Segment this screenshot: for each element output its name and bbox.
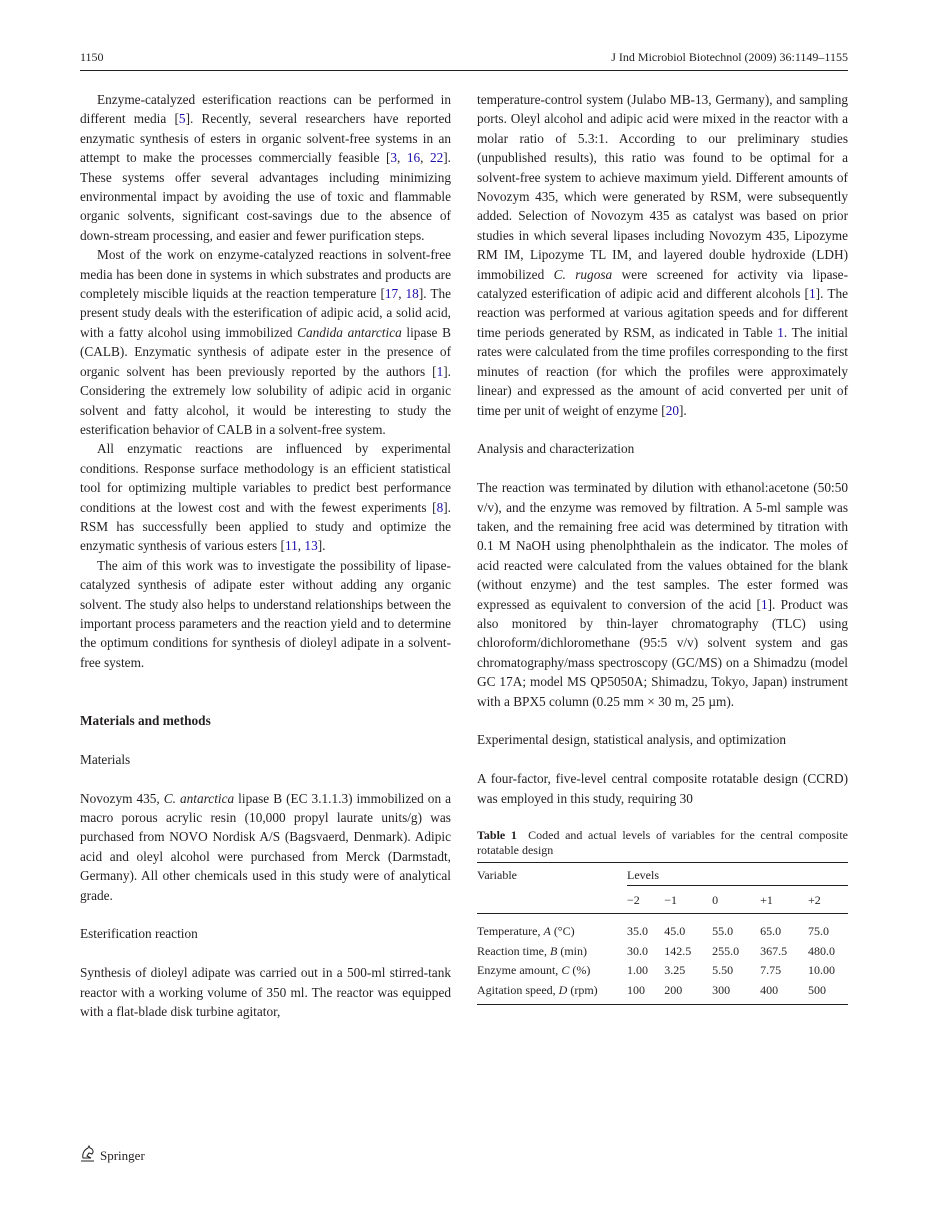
- text-run: ]. Product was also monitored by thin-layer chromatography (TLC) using chloroform/dichloromethane (95:5 v/v) solvent system and gas chromatography/mass spectroscopy (GC/MS) on a Shimadzu (model GC 17A; model MS QP5050A; Shimadzu, Tokyo, Japan) instrument with a BPX5 column (0.25 mm × 30 m, 25 µm).: [477, 596, 849, 709]
- table-row: [477, 981, 848, 1005]
- level-header: +2: [808, 886, 848, 914]
- citation-link[interactable]: 22: [429, 150, 444, 166]
- paragraph: [80, 245, 451, 439]
- level-header: 0: [712, 886, 760, 914]
- text-run: Experimental design, statistical analysis, and optimization: [477, 732, 787, 748]
- level-header: −2: [627, 886, 664, 914]
- italic-text: C. rugosa: [553, 266, 613, 282]
- table-label: Table 1: [477, 827, 517, 842]
- text-run: ]. These systems offer several advantages including minimizing environmental impact by avoiding the use of toxic and flammable organic solvents, significant cost-savings due to the absence of down-stream processing, and easier and fewer purification steps.: [80, 150, 451, 243]
- springer-logo-icon: [80, 1145, 96, 1167]
- text-run: temperature-control system (Julabo MB-13, Germany), and sampling ports. Oleyl alcohol and adipic acid were mixed in the reactor with a molar ratio of 5.3:1. According to our preliminary studies (unpublished results), this ratio was found to be optimal for a solvent-free system to achieve maximum yield. Different amounts of Novozym 435, which were generated by RSM, were subsequently added. Selection of Novozym 435 as catalyst was based on prior studies in which several lipases including Novozym 435, Lipozyme RM IM, Lipozyme TL IM, and layered double hydroxide (LDH) immobilized: [477, 92, 848, 282]
- table-row: [477, 961, 848, 981]
- level-value: 142.5: [664, 943, 692, 958]
- level-value: 45.0: [664, 924, 686, 939]
- subsection-heading: [477, 439, 848, 458]
- header-variable: Variable: [477, 867, 517, 882]
- table-row: [477, 914, 848, 942]
- variable-sym: A: [543, 924, 551, 939]
- italic-text: C. antarctica: [163, 790, 235, 806]
- publisher-name: Springer: [100, 1148, 145, 1163]
- variable-unit: (°C): [550, 924, 575, 939]
- level-value: 30.0: [627, 943, 648, 958]
- table-1: [477, 828, 848, 1006]
- levels-table: [477, 862, 848, 1006]
- citation-link[interactable]: 17: [384, 286, 399, 302]
- right-column: [477, 90, 848, 1005]
- citation-link[interactable]: 11: [284, 538, 298, 554]
- header-rule: [80, 70, 848, 71]
- text-run: The reaction was terminated by dilution with ethanol:acetone (50:50 v/v), and the enzyme was removed by filtration. A 5-ml sample was taken, and the remaining free acid was determined by titration with 0.1 M NaOH using phenolphthalein as the indicator. The moles of acid reacted were calculated from the values obtained for the blank (without enzyme) and the test samples. The ester formed was expressed as equivalent to conversion of the acid [: [477, 480, 848, 612]
- page-number: 1150: [80, 50, 104, 64]
- variable-name: [477, 914, 627, 942]
- table-caption-text: Coded and actual levels of variables for the central composite rotatable design: [477, 827, 848, 857]
- level-value: 480.0: [808, 943, 835, 958]
- text-run: lipase B (EC 3.1.1.3) immobilized on a macro porous acrylic resin (10,000 propyl laurate units/g) was purchased from NOVO Nordisk A/S (Bagsvaerd, Denmark). Adipic acid and oleyl alcohol were purchased from Merck (Darmstadt, Germany). All other chemicals used in this study were of analytical grade.: [80, 790, 452, 903]
- paragraph: [477, 769, 848, 808]
- text-run: ]. The present study deals with the esterification of adipic acid, a solid acid, with a fatty alcohol using immobilized: [80, 286, 451, 340]
- level-header: +1: [760, 886, 808, 914]
- italic-text: Candida antarctica: [297, 324, 402, 340]
- left-column: [80, 90, 451, 1021]
- text-run: ,: [420, 150, 430, 166]
- citation-link[interactable]: 20: [665, 402, 679, 418]
- text-run: ,: [297, 538, 305, 554]
- publisher-footer: [80, 1145, 145, 1167]
- citation-link[interactable]: 3: [390, 150, 398, 166]
- level-value: 5.50: [712, 963, 734, 978]
- text-run: A four-factor, five-level central composite rotatable design (CCRD) was employed in this study, requiring 30: [477, 771, 848, 806]
- variable-name: [477, 981, 627, 1005]
- variable-unit: (min): [557, 943, 587, 958]
- text-run: ,: [398, 286, 406, 302]
- citation-link[interactable]: 8: [436, 499, 444, 515]
- level-value: 500: [808, 982, 826, 997]
- paragraph: [80, 556, 451, 672]
- paragraph: [80, 90, 451, 245]
- text-run: All enzymatic reactions are influenced by experimental conditions. Response surface methodology is an efficient statistical tool for optimizing multiple variables to predict best performance conditions at the lowest cost and with the fewest experiments [: [80, 441, 451, 515]
- variable-unit: (rpm): [567, 982, 598, 997]
- level-value: 10.00: [808, 963, 835, 978]
- text-run: . The initial rates were calculated from the time profiles corresponding to the first minutes of reaction (for which the profiles were approximately linear) and expressed as the amount of acid converted per unit of time per unit of weight of enzyme [: [477, 324, 848, 418]
- variable-name: [477, 961, 627, 981]
- text-run: Novozym 435,: [80, 790, 164, 806]
- subsection-heading: [477, 730, 848, 749]
- level-value: 100: [627, 982, 645, 997]
- citation-link[interactable]: 18: [405, 286, 419, 302]
- table-caption: [477, 828, 848, 858]
- citation-link[interactable]: 1: [760, 596, 768, 612]
- level-value: 55.0: [712, 924, 734, 939]
- text-run: ]. Considering the extremely low solubility of adipic acid in organic solvent and fatty alcohol, it would be interesting to study the esterification behavior of CALB in a solvent-free system.: [80, 363, 451, 437]
- citation-link[interactable]: 1: [809, 286, 816, 302]
- level-value: 3.25: [664, 963, 686, 978]
- variable-sym: D: [558, 982, 568, 997]
- text-run: Esterification reaction: [80, 926, 198, 942]
- variable-name: Temperature,: [477, 924, 544, 939]
- text-run: Enzyme-catalyzed esterification reactions can be performed in different media [: [80, 92, 451, 127]
- paragraph: [477, 90, 848, 420]
- level-value: 300: [712, 982, 731, 997]
- citation-link[interactable]: 5: [178, 111, 186, 127]
- citation-link[interactable]: 13: [304, 538, 318, 554]
- citation-link[interactable]: 1: [436, 363, 444, 379]
- text-run: ].: [317, 538, 326, 554]
- text-run: Synthesis of dioleyl adipate was carried out in a 500-ml stirred-tank reactor with a working volume of 350 ml. The reactor was equipped with a flat-blade disk turbine agitator,: [80, 965, 451, 1020]
- section-heading: [80, 711, 451, 730]
- variable-unit: (%): [569, 963, 591, 978]
- paragraph: [80, 963, 451, 1021]
- paragraph: [80, 439, 451, 555]
- text-run: ]. RSM has successfully been applied to study and optimize the enzymatic synthesis of various esters [: [80, 499, 451, 554]
- citation-link[interactable]: 16: [406, 150, 421, 166]
- subsection-heading: [80, 924, 451, 943]
- variable-name: Enzyme amount,: [477, 963, 562, 978]
- text-run: were screened for activity via lipase-catalyzed esterification of adipic acid and different alcohols [: [477, 266, 848, 302]
- level-value: 35.0: [627, 924, 648, 939]
- text-run: ,: [397, 150, 407, 166]
- variable-name: Agitation speed,: [477, 982, 559, 997]
- header-levels: Levels: [627, 867, 659, 882]
- level-value: 255.0: [712, 943, 740, 958]
- running-header: J Ind Microbiol Biotechnol (2009) 36:1149–1155: [611, 50, 848, 64]
- variable-name: [477, 942, 627, 962]
- level-header: −1: [664, 886, 712, 914]
- paragraph: [80, 789, 451, 905]
- text-run: ]. Recently, several researchers have reported enzymatic synthesis of esters in organic solvent-free systems in an attempt to make the processes commercially feasible [: [80, 111, 451, 166]
- level-value: 75.0: [808, 924, 829, 939]
- variable-sym: B: [549, 943, 558, 958]
- text-run: ].: [678, 402, 687, 418]
- citation-link[interactable]: 1: [777, 324, 784, 340]
- text-run: The aim of this work was to investigate the possibility of lipase-catalyzed synthesis of adipate ester without adding any organic solvent. The study also helps to understand relationships between the important process parameters and the reaction yield and to determine the optimum conditions for synthesis of dioleyl adipate in a solvent-free system.: [80, 557, 451, 670]
- text-run: Materials and methods: [80, 712, 211, 728]
- variable-sym: C: [561, 963, 570, 978]
- level-value: 400: [760, 982, 779, 997]
- text-run: Most of the work on enzyme-catalyzed reactions in solvent-free media has been done in systems in which substrates and products are completely miscible liquids at the reaction temperature [: [80, 247, 451, 302]
- text-run: lipase B (CALB). Enzymatic synthesis of adipate ester in the presence of organic solvent has been previously reported by the authors [: [80, 324, 451, 379]
- variable-name: Reaction time,: [477, 943, 550, 958]
- text-run: Materials: [80, 751, 131, 767]
- paragraph: [477, 478, 848, 711]
- table-row: [477, 942, 848, 962]
- subsection-heading: [80, 750, 451, 769]
- text-run: Analysis and characterization: [477, 441, 635, 457]
- level-value: 7.75: [760, 963, 782, 978]
- level-value: 367.5: [760, 943, 788, 958]
- level-value: 65.0: [760, 924, 782, 939]
- text-run: ]. The reaction was performed at various agitation speeds and for different time periods generated by RSM, as indicated in Table: [477, 286, 848, 340]
- level-value: 1.00: [627, 963, 648, 978]
- level-value: 200: [664, 982, 683, 997]
